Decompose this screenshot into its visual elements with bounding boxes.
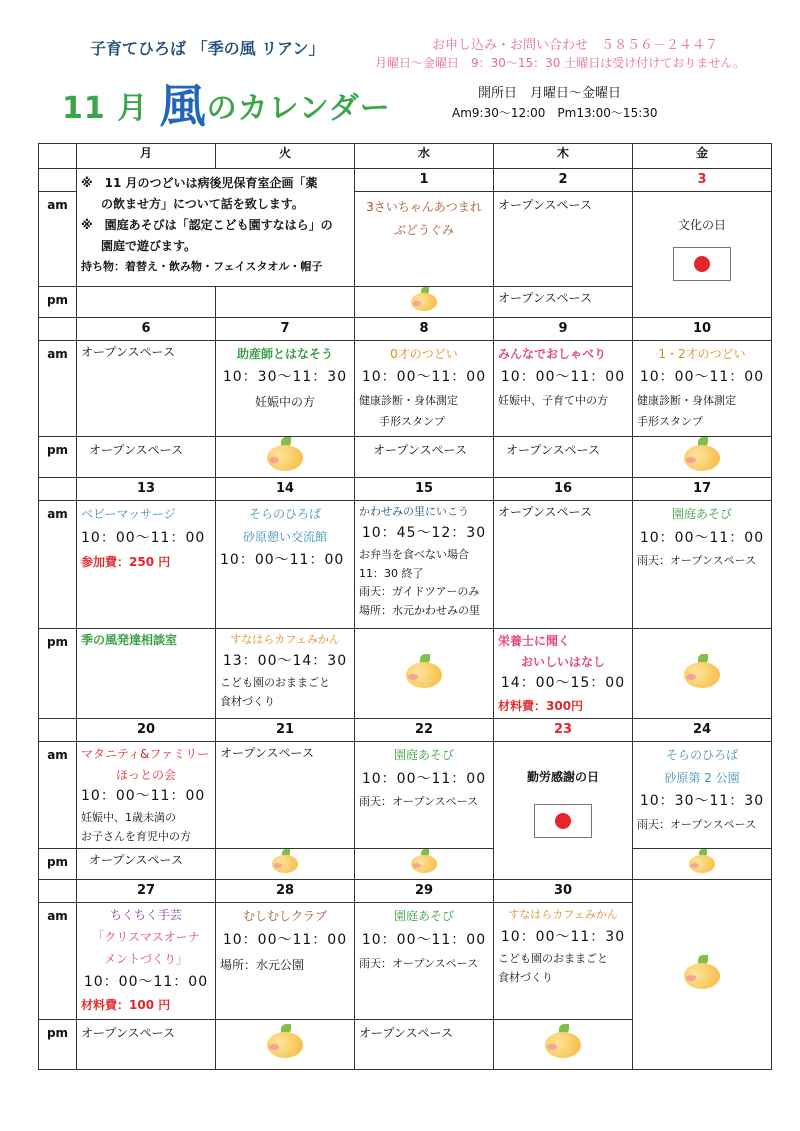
fruit-icon (265, 437, 305, 471)
empty-cell (216, 287, 355, 318)
event-cell (494, 903, 633, 1020)
pm-label: pm (39, 1020, 77, 1070)
pm-label: pm (39, 849, 77, 880)
event-cell (216, 341, 355, 437)
event-title: 栄養士に聞く (498, 634, 571, 649)
fruit-cell (355, 849, 494, 880)
japan-flag-icon (673, 247, 731, 281)
notice-line: 園庭で遊びます。 (101, 239, 197, 253)
event-subtitle: ぶどうぐみ (393, 222, 454, 237)
weekday-fri: 金 (633, 144, 772, 169)
fruit-icon (270, 849, 300, 873)
event-title: 助産師とはなそう (236, 347, 333, 362)
notice-belongings: 持ち物：着替え・飲み物・フェイスタオル・帽子 (81, 260, 323, 273)
fruit-cell (355, 287, 494, 318)
event-time: 10：30～11：30 (222, 369, 348, 386)
date-13: 13 (77, 478, 216, 501)
event-title: オープンスペース (81, 345, 175, 360)
weekday-header-row (39, 144, 772, 169)
event-cell (77, 437, 216, 478)
calendar-title (62, 70, 391, 136)
fruit-icon (682, 654, 722, 688)
event-title: 0才のつどい (390, 347, 458, 362)
event-title: 1・2才のつどい (658, 347, 746, 362)
open-days: 開所日 月曜日～金曜日 (478, 86, 622, 101)
notice-line: ※ 園庭あそびは「認定こども園すなはら」の (81, 218, 333, 232)
event-note: 雨天：オープンスペース (359, 956, 479, 970)
event-time: 10：00～11：00 (81, 788, 206, 805)
event-time: 10：00～11：00 (222, 931, 348, 948)
event-title: ベビーマッサージ (81, 507, 176, 522)
event-title: オープンスペース (359, 1026, 453, 1041)
event-time: 10：30～11：30 (639, 792, 765, 809)
am-label: am (39, 903, 77, 1020)
date-29: 29 (355, 880, 494, 903)
event-place: 場所：水元公園 (220, 957, 305, 972)
event-cell (355, 903, 494, 1020)
week4-am-row (39, 742, 772, 849)
date-7: 7 (216, 318, 355, 341)
event-fee: 材料費：100 円 (81, 998, 171, 1013)
event-cell (633, 501, 772, 629)
event-cell (355, 341, 494, 437)
event-subtitle: ほっとの会 (115, 767, 176, 782)
week3-am-row (39, 501, 772, 629)
fruit-icon (265, 1024, 305, 1058)
event-title: すなはらカフェみかん (230, 633, 340, 647)
event-time: 10：00～11：00 (361, 931, 487, 948)
week1-notice (77, 169, 355, 287)
am-label: am (39, 192, 77, 287)
event-cell (355, 192, 494, 287)
event-subtitle: メントづくり」 (103, 951, 188, 966)
date-30: 30 (494, 880, 633, 903)
week4-pm-row (39, 849, 772, 880)
event-fee: 材料費：300円 (498, 698, 584, 713)
fruit-cell (494, 1020, 633, 1070)
event-note: 雨天：オープンスペース (359, 795, 479, 809)
date-1: 1 (355, 169, 494, 192)
title-rest: のカレンダー (206, 91, 391, 126)
event-title: 3さいちゃんあつまれ (366, 200, 482, 214)
fruit-icon (682, 437, 722, 471)
event-note: 食材づくり (498, 971, 553, 985)
week1-date-row (39, 169, 772, 192)
event-cell (494, 437, 633, 478)
event-time: 14：00～15：00 (500, 675, 626, 692)
date-20: 20 (77, 719, 216, 742)
event-time: 10：00～11：00 (500, 369, 626, 386)
event-title: オープンスペース (498, 505, 592, 520)
event-cell (355, 501, 494, 629)
date-9: 9 (494, 318, 633, 341)
event-note: 雨天：オープンスペース (637, 817, 757, 831)
event-place: 場所：水元かわせみの里 (359, 603, 480, 617)
am-label: am (39, 501, 77, 629)
event-note: 食材づくり (220, 694, 275, 708)
event-title: 園庭あそび (393, 909, 454, 924)
event-cell (355, 1020, 494, 1070)
holiday-name: 文化の日 (677, 218, 726, 232)
am-label: am (39, 742, 77, 849)
date-10: 10 (633, 318, 772, 341)
date-label-cell (39, 318, 77, 341)
weekday-mon: 月 (77, 144, 216, 169)
fruit-cell (216, 849, 355, 880)
event-title: オープンスペース (81, 1026, 175, 1041)
notice-line: の飲ませ方」について話を致します。 (101, 197, 304, 211)
holiday-name: 勤労感謝の日 (526, 770, 599, 785)
event-note: 妊娠中、1歳未満の (81, 810, 176, 824)
event-subtitle: 「クリスマスオーナ (92, 930, 200, 945)
event-cell (77, 501, 216, 629)
date-14: 14 (216, 478, 355, 501)
event-cell (216, 742, 355, 849)
event-note: お子さんを育児中の方 (81, 829, 191, 843)
event-place: 砂原第 2 公園 (664, 770, 740, 785)
event-cell (494, 341, 633, 437)
event-title: オープンスペース (89, 853, 183, 868)
event-title: オープンスペース (89, 443, 183, 458)
date-23-holiday: 23 (494, 719, 633, 742)
holiday-cell (633, 192, 772, 318)
event-time: 10：00～11：00 (639, 529, 765, 546)
fruit-cell (633, 629, 772, 719)
weekday-thu: 木 (494, 144, 633, 169)
event-time: 10：00～11：00 (639, 369, 765, 386)
week3-pm-row (39, 629, 772, 719)
date-2: 2 (494, 169, 633, 192)
contact-hours: 月曜日～金曜日 9：30～15：30 土曜日は受け付けておりません。 (375, 56, 745, 70)
event-title: そらのひろば (248, 507, 321, 522)
fruit-icon (409, 287, 439, 311)
open-times: Am9:30～12:00 Pm13:00～15:30 (452, 106, 658, 120)
event-cell (633, 742, 772, 849)
date-24: 24 (633, 719, 772, 742)
date-label-cell (39, 719, 77, 742)
event-cell (77, 742, 216, 849)
org-name: 子育てひろば 「季の風 リアン」 (90, 39, 325, 58)
week3-date-row (39, 478, 772, 501)
event-note: 雨天：オープンスペース (637, 554, 757, 568)
fruit-icon (409, 849, 439, 873)
event-title: オープンスペース (506, 443, 600, 458)
event-note: お弁当を食べない場合 (359, 547, 469, 561)
event-note: 手形スタンプ (379, 414, 445, 428)
event-place: 砂原憩い交流館 (242, 529, 327, 544)
event-cell (216, 629, 355, 719)
event-note: 健康診断・身体測定 (359, 394, 458, 408)
event-time: 10：00～11：00 (361, 770, 487, 787)
event-fee: 参加費：250 円 (81, 555, 171, 570)
date-27: 27 (77, 880, 216, 903)
event-note: 雨天：ガイドツアーのみ (359, 585, 480, 599)
fruit-icon (682, 955, 722, 989)
week2-am-row (39, 341, 772, 437)
event-title: 園庭あそび (393, 748, 454, 763)
event-note: こども園のおままごと (220, 675, 330, 689)
fruit-icon (543, 1024, 583, 1058)
event-title: そらのひろば (665, 748, 738, 763)
event-title: マタニティ&ファミリー (81, 747, 210, 762)
event-cell (494, 192, 633, 287)
event-title: オープンスペース (498, 291, 592, 305)
event-subtitle: おいしいはなし (520, 654, 605, 669)
holiday-cell (494, 742, 633, 880)
event-title: すなはらカフェみかん (508, 908, 618, 922)
event-time: 10：00～11：30 (500, 928, 626, 945)
contact-info: お申し込み・お問い合わせ ５８５６－２４４７ (432, 38, 719, 53)
date-28: 28 (216, 880, 355, 903)
fruit-cell (633, 849, 772, 880)
notice-line: ※ 11 月のつどいは病後児保育室企画「薬 (81, 176, 318, 190)
fruit-cell (216, 1020, 355, 1070)
event-cell (633, 341, 772, 437)
event-time: 13：00～14：30 (222, 653, 348, 670)
fruit-icon (404, 654, 444, 688)
am-label: am (39, 341, 77, 437)
event-title: むしむしクラブ (242, 909, 327, 924)
pm-label: pm (39, 287, 77, 318)
event-title: ちくちく手芸 (109, 908, 182, 923)
weekday-wed: 水 (355, 144, 494, 169)
event-cell (77, 903, 216, 1020)
event-time: 10：00～11：00 (361, 369, 487, 386)
date-6: 6 (77, 318, 216, 341)
empty-cell (77, 287, 216, 318)
week5-date-row (39, 880, 772, 903)
fruit-icon (687, 849, 717, 873)
event-note: 健康診断・身体測定 (637, 394, 736, 408)
week2-date-row (39, 318, 772, 341)
event-title: オープンスペース (373, 443, 467, 458)
event-cell (494, 501, 633, 629)
title-kaze: 風 (159, 79, 207, 133)
event-note: 手形スタンプ (637, 414, 703, 428)
fruit-cell (355, 629, 494, 719)
calendar-table (38, 143, 772, 1070)
date-21: 21 (216, 719, 355, 742)
event-title: 園庭あそび (671, 507, 732, 522)
event-time: 10：45～12：30 (361, 525, 487, 542)
event-note: 妊娠中の方 (254, 395, 315, 410)
event-cell (494, 629, 633, 719)
event-cell (77, 849, 216, 880)
date-3-holiday: 3 (633, 169, 772, 192)
event-cell (216, 903, 355, 1020)
event-cell (77, 1020, 216, 1070)
week4-date-row (39, 719, 772, 742)
event-time: 10：00～11：00 (81, 529, 206, 546)
date-label-cell (39, 478, 77, 501)
fruit-cell (633, 437, 772, 478)
week2-pm-row (39, 437, 772, 478)
corner-cell (39, 144, 77, 169)
event-cell (77, 341, 216, 437)
event-note: 11：30 終了 (359, 566, 424, 580)
event-time: 10：00～11：00 (220, 551, 345, 568)
date-16: 16 (494, 478, 633, 501)
event-cell (216, 501, 355, 629)
pm-label: pm (39, 437, 77, 478)
date-label-cell (39, 880, 77, 903)
event-title: みんなでおしゃべり (498, 347, 607, 362)
title-month: 11 月 (62, 91, 160, 126)
event-title: かわせみの里にいこう (359, 505, 469, 519)
event-cell (355, 437, 494, 478)
event-cell (355, 742, 494, 849)
event-cell (494, 287, 633, 318)
date-22: 22 (355, 719, 494, 742)
event-title: 季の風発達相談室 (81, 633, 178, 648)
event-cell (77, 629, 216, 719)
event-note: こども園のおままごと (498, 952, 608, 966)
fruit-cell (216, 437, 355, 478)
event-title: オープンスペース (220, 746, 314, 761)
fruit-cell (633, 880, 772, 1070)
event-title: オープンスペース (498, 198, 592, 212)
date-label-cell (39, 169, 77, 192)
pm-label: pm (39, 629, 77, 719)
weekday-tue: 火 (216, 144, 355, 169)
date-8: 8 (355, 318, 494, 341)
event-note: 妊娠中、子育て中の方 (498, 394, 608, 408)
date-17: 17 (633, 478, 772, 501)
date-15: 15 (355, 478, 494, 501)
event-time: 10：00～11：00 (83, 974, 209, 991)
japan-flag-icon (534, 804, 592, 838)
